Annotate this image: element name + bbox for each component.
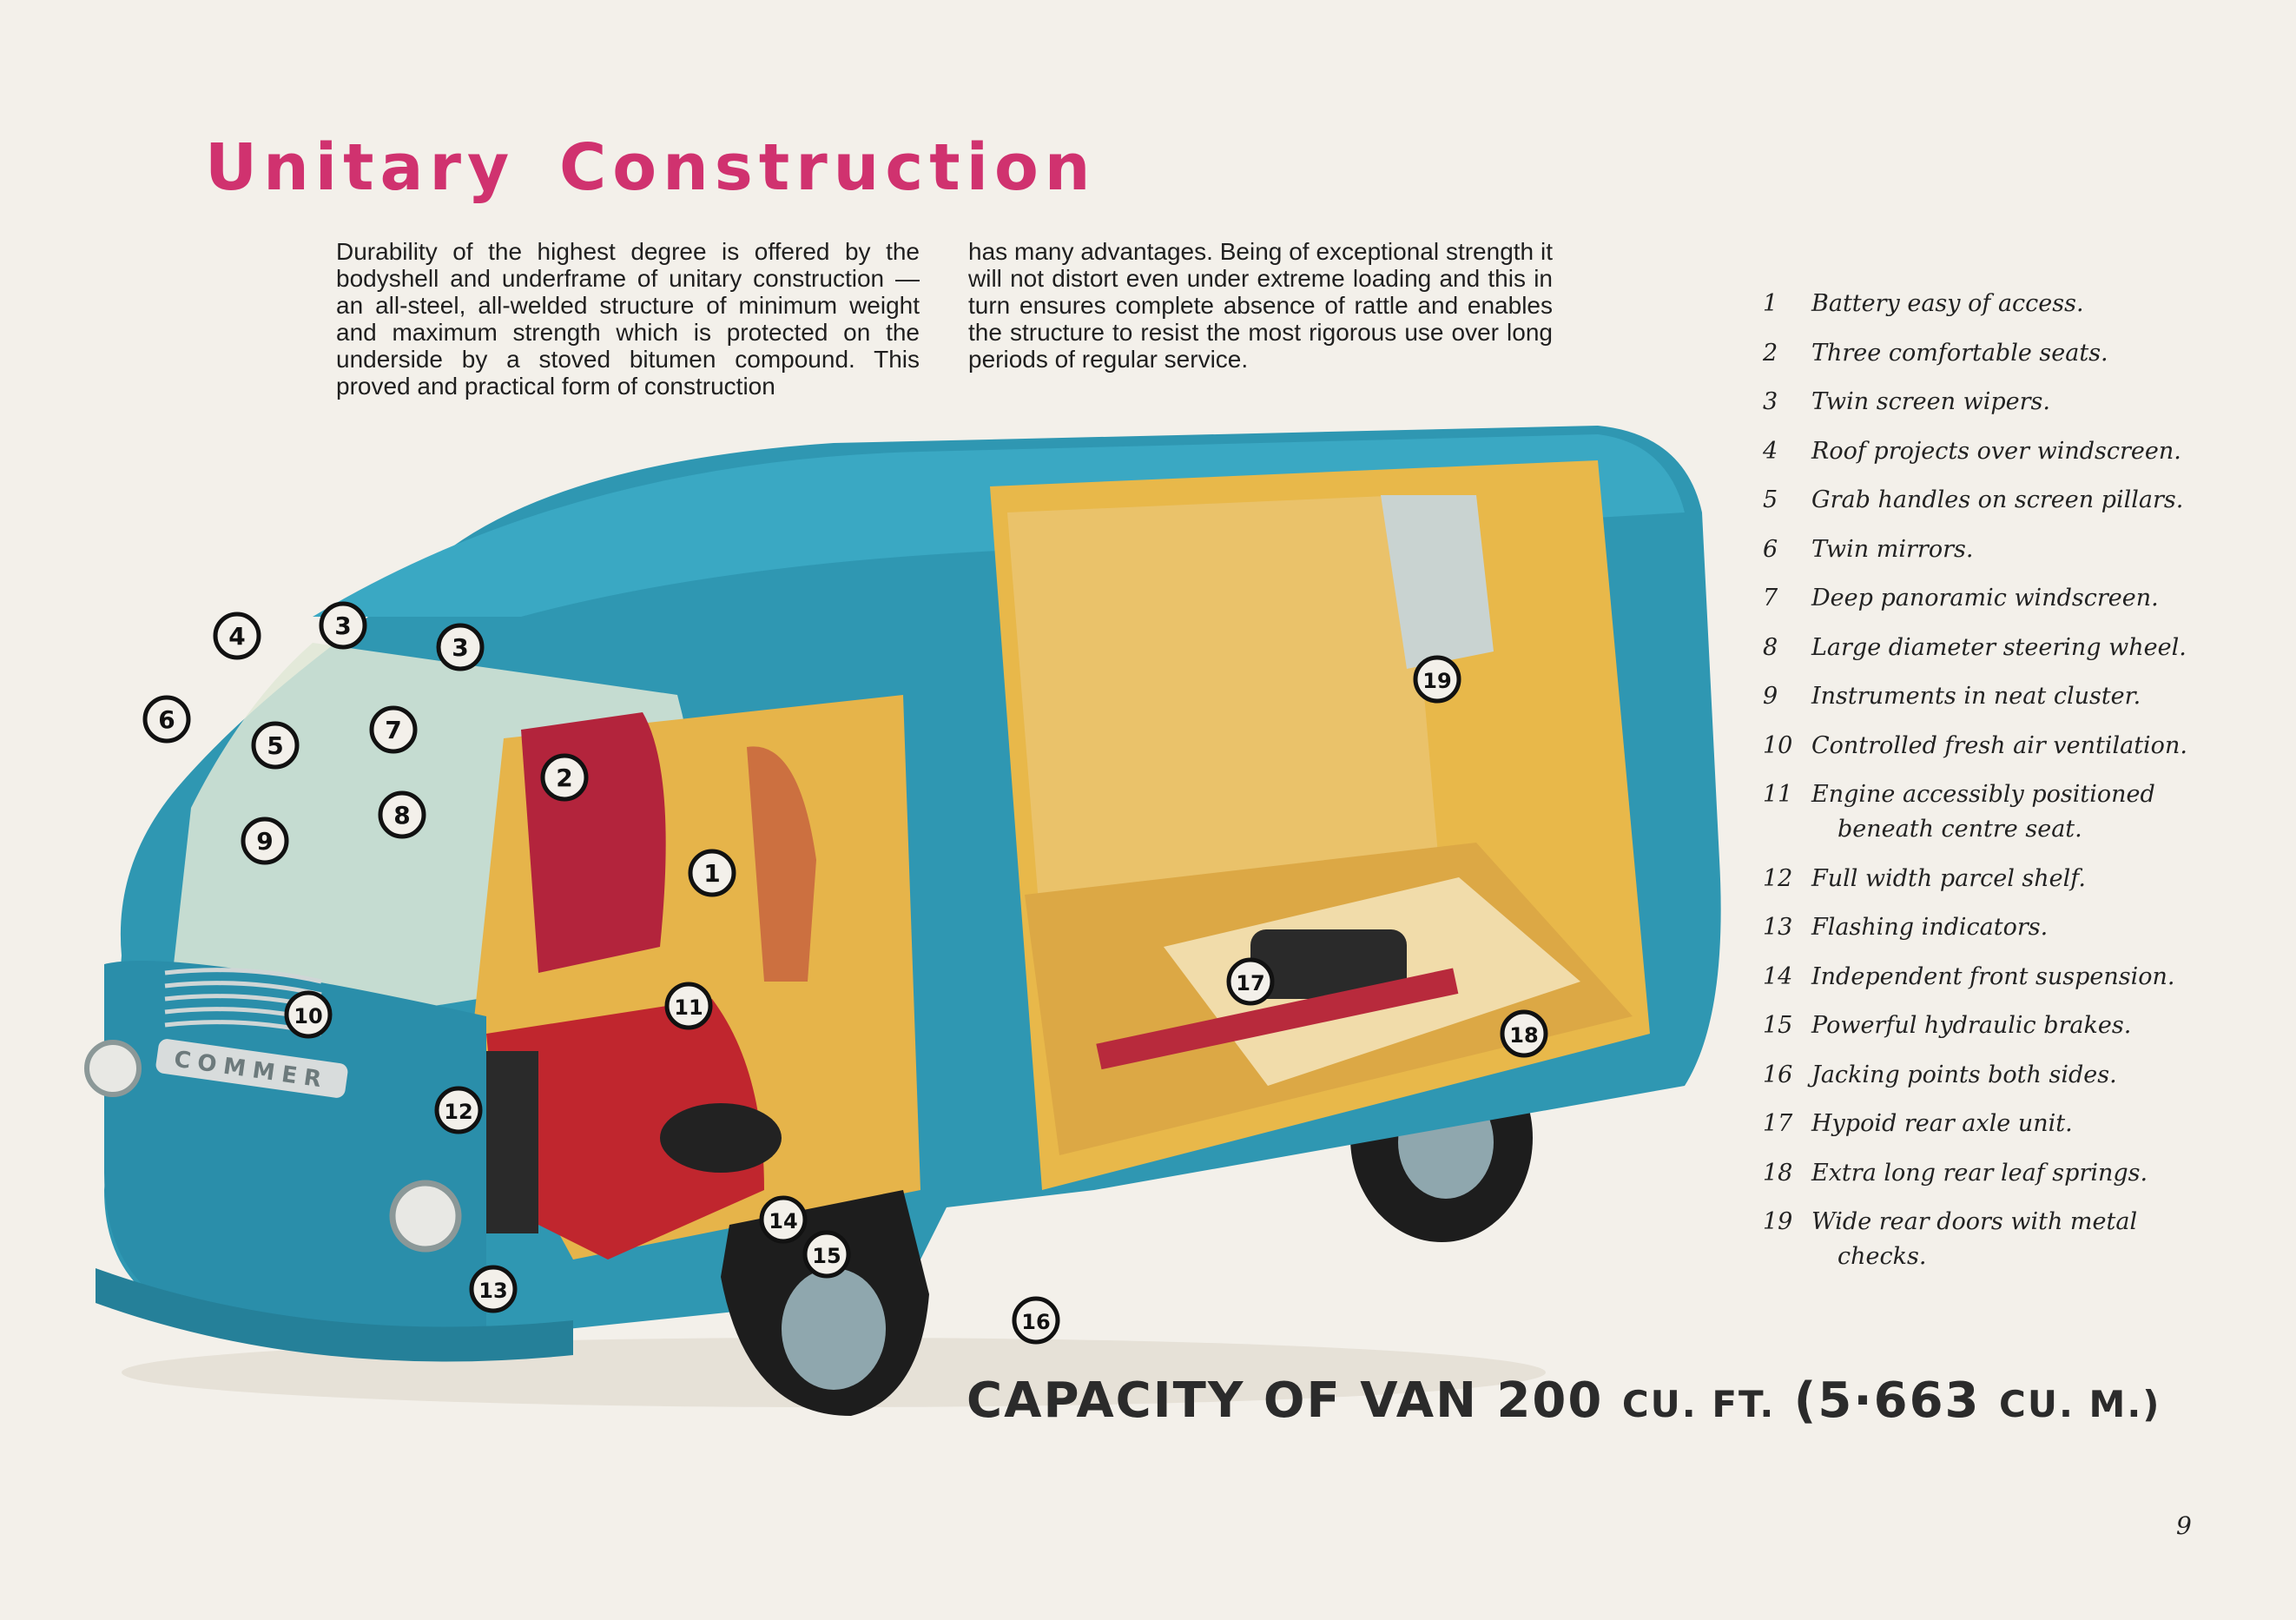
legend-item: 8 Large diameter steering wheel. bbox=[1763, 633, 2187, 661]
right-headlamp bbox=[393, 1183, 459, 1249]
callout-19 bbox=[1415, 658, 1459, 701]
legend-item: 3 Twin screen wipers. bbox=[1763, 388, 2050, 415]
legend-item: 13 Flashing indicators. bbox=[1763, 914, 2049, 941]
svg-text:6: 6 bbox=[158, 705, 175, 734]
svg-text:4: 4 bbox=[228, 622, 246, 651]
feature-legend bbox=[1763, 287, 2275, 1289]
legend-item: 15 Powerful hydraulic brakes. bbox=[1763, 1012, 2132, 1039]
callout-3a bbox=[321, 604, 365, 647]
legend-item: 4 Roof projects over windscreen. bbox=[1763, 437, 2181, 465]
page-title: Unitary Construction bbox=[205, 130, 1097, 205]
svg-text:15: 15 bbox=[812, 1244, 841, 1268]
svg-text:10: 10 bbox=[294, 1004, 323, 1028]
legend-item: 19 Wide rear doors with metal checks. bbox=[1763, 1208, 2138, 1270]
callout-9 bbox=[243, 819, 287, 863]
callout-3b bbox=[439, 625, 482, 669]
svg-text:3: 3 bbox=[334, 612, 352, 640]
callout-15 bbox=[805, 1233, 848, 1276]
legend-item: 9 Instruments in neat cluster. bbox=[1763, 683, 2141, 710]
grille-badge: COMMER bbox=[172, 1046, 330, 1094]
legend-item: 5 Grab handles on screen pillars. bbox=[1763, 486, 2184, 513]
callout-4 bbox=[215, 614, 259, 658]
van-cutaway-illustration bbox=[52, 408, 1754, 1477]
legend-item: 18 Extra long rear leaf springs. bbox=[1763, 1159, 2148, 1187]
callout-16 bbox=[1014, 1299, 1058, 1342]
capacity-statement: CAPACITY OF VAN 200 CU. FT. (5·663 CU. M.) bbox=[967, 1372, 2161, 1429]
callout-2 bbox=[543, 756, 586, 799]
legend-item: 10 Controlled fresh air ventilation. bbox=[1763, 731, 2187, 759]
legend-item: 14 Independent front suspension. bbox=[1763, 962, 2175, 990]
page-number: 9 bbox=[2176, 1511, 2192, 1540]
svg-text:7: 7 bbox=[385, 716, 402, 744]
intro-column-2: has many advantages. Being of exceptional strength it will not distort even under extreme loading and this in turn ensures complete absence of rattle and enables the structure to resist the most rigorous use over long periods of regular service. bbox=[968, 238, 1553, 373]
legend-item: 6 Twin mirrors. bbox=[1763, 535, 1974, 563]
callout-18 bbox=[1502, 1012, 1546, 1055]
legend-item: 1 Battery easy of access. bbox=[1763, 290, 2084, 317]
svg-text:2: 2 bbox=[556, 764, 573, 792]
svg-text:11: 11 bbox=[674, 995, 703, 1020]
svg-text:19: 19 bbox=[1422, 669, 1452, 693]
driver-seat bbox=[521, 712, 666, 973]
left-headlamp bbox=[87, 1042, 139, 1094]
callout-14 bbox=[762, 1198, 805, 1241]
svg-text:18: 18 bbox=[1509, 1023, 1539, 1048]
callout-6 bbox=[145, 698, 188, 741]
callout-5 bbox=[254, 724, 297, 767]
callout-1 bbox=[690, 851, 734, 895]
intro-column-1: Durability of the highest degree is offered by the bodyshell and underframe of unitary construction — an all-steel, all-welded structure of minimum weight and maximum strength which is protected on the underside by a stoved bitumen compound. This proved and practical form of construction bbox=[336, 238, 920, 400]
svg-text:3: 3 bbox=[452, 633, 469, 662]
svg-text:17: 17 bbox=[1236, 971, 1265, 995]
callout-8 bbox=[380, 793, 424, 836]
svg-text:16: 16 bbox=[1021, 1310, 1051, 1334]
callout-12 bbox=[437, 1088, 480, 1132]
callout-7 bbox=[372, 708, 415, 751]
legend-item: 7 Deep panoramic windscreen. bbox=[1763, 585, 2159, 612]
legend-item: 12 Full width parcel shelf. bbox=[1763, 864, 2086, 892]
callout-13 bbox=[472, 1267, 515, 1311]
svg-text:9: 9 bbox=[256, 827, 274, 856]
svg-text:8: 8 bbox=[393, 801, 411, 830]
callout-10 bbox=[287, 993, 330, 1036]
legend-item: 2 Three comfortable seats. bbox=[1763, 339, 2108, 367]
legend-item: 11 Engine accessibly positioned beneath centre seat. bbox=[1763, 781, 2155, 843]
svg-text:14: 14 bbox=[769, 1209, 798, 1233]
svg-text:13: 13 bbox=[478, 1279, 508, 1303]
svg-text:12: 12 bbox=[444, 1100, 473, 1124]
svg-text:1: 1 bbox=[703, 859, 721, 888]
callout-17 bbox=[1229, 960, 1272, 1003]
legend-item: 17 Hypoid rear axle unit. bbox=[1763, 1110, 2073, 1137]
svg-text:5: 5 bbox=[267, 731, 284, 760]
legend-item: 16 Jacking points both sides. bbox=[1763, 1061, 2117, 1088]
callout-11 bbox=[667, 984, 710, 1028]
